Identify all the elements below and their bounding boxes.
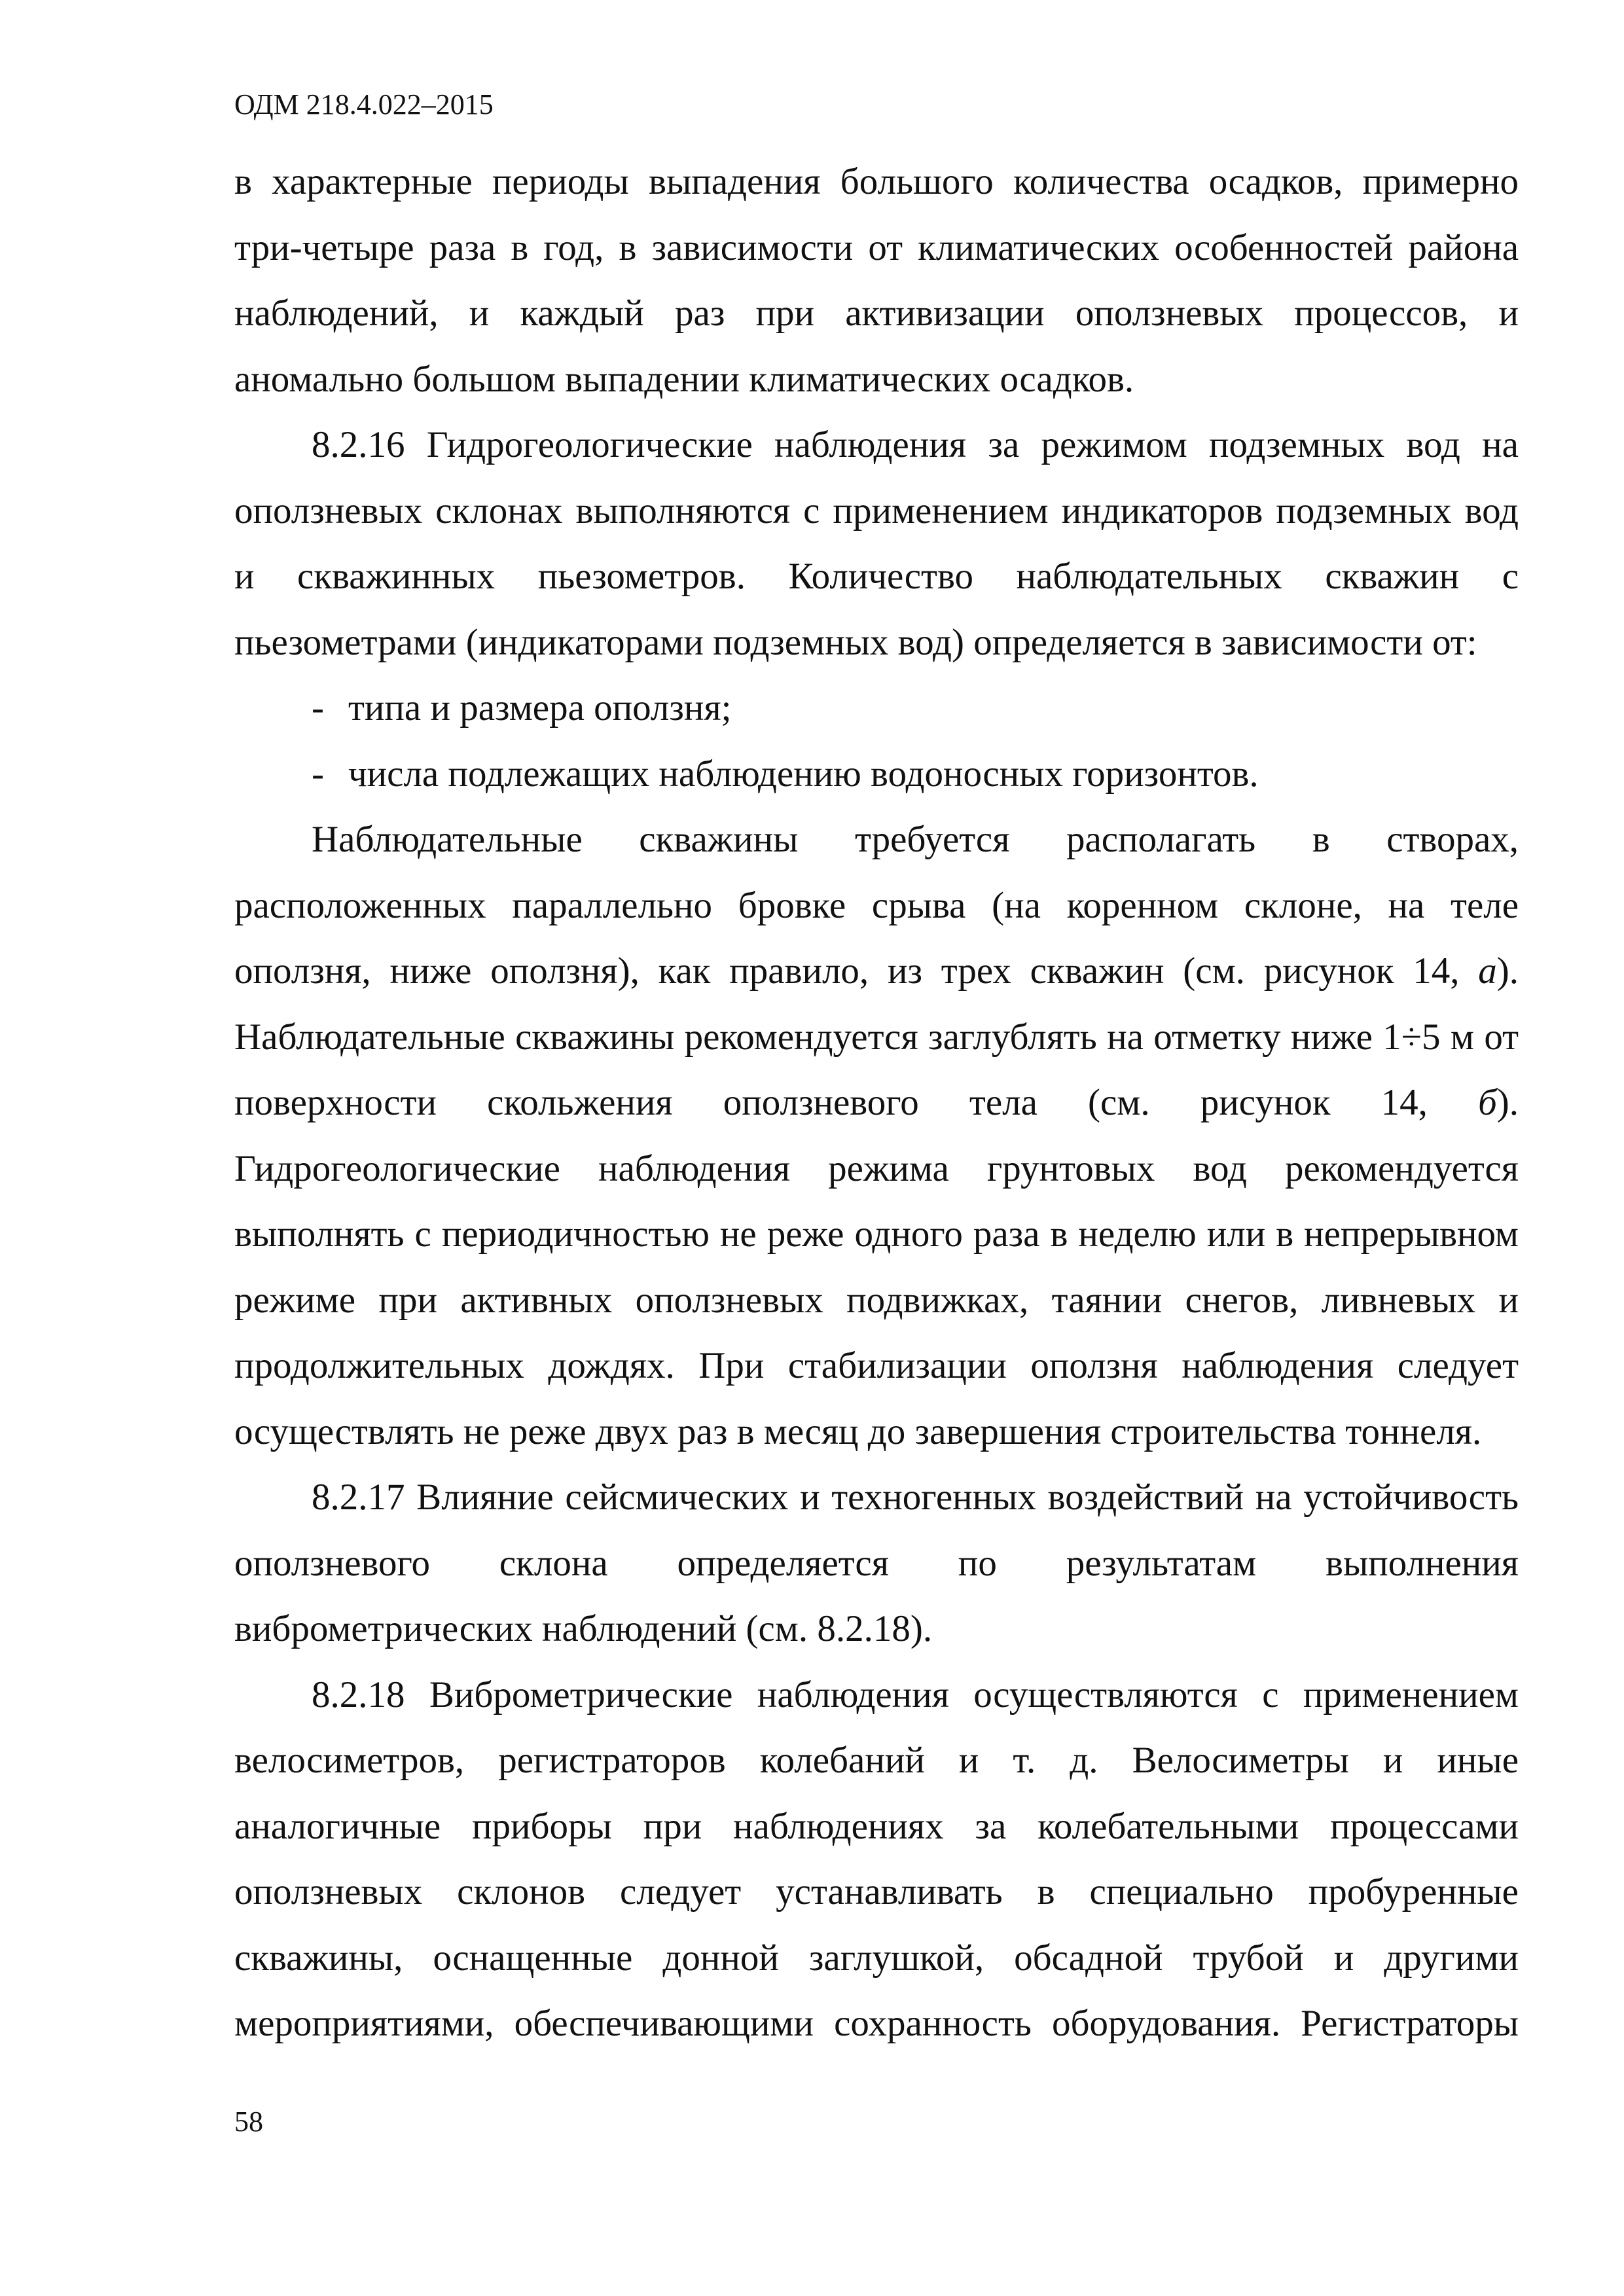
document-code: ОДМ 218.4.022–2015	[234, 88, 494, 120]
document-body	[234, 149, 1519, 2057]
figure-ref-b: б	[1478, 1082, 1497, 1123]
list-marker: -	[312, 687, 324, 728]
list-item	[234, 742, 1519, 808]
paragraph-8-2-18: 8.2.18 Виброметрические наблюдения осуществляются с применением велосиметров, регистраторов колебаний и т. д. Велосиметры и иные аналогичные приборы при наблюдениях за колебательными процессами оползневых склонов следует устанавливать в специально пробуренные скважины, оснащенные донной заглушкой, обсадной трубой и другими мероприятиями, обеспечивающими сохранность оборудования. Регистраторы	[234, 1674, 1519, 2044]
list-item	[234, 675, 1519, 742]
list-item-text: числа подлежащих наблюдению водоносных горизонтов.	[348, 753, 1259, 795]
paragraph-continuation: в характерные периоды выпадения большого количества осадков, примерно три-четыре раза в год, в зависимости от климатических особенностей района наблюдений, и каждый раз при активизации оползневых процессов, и аномально большом выпадении климатических осадков.	[234, 161, 1519, 400]
figure-ref-a: а	[1478, 950, 1497, 992]
page-number: 58	[234, 2106, 263, 2138]
text-run: ). Гидрогеологические наблюдения режима грунтовых вод рекомендуется выполнять с периодичностью не реже одного раза в неделю или в непрерывном режиме при активных оползневых подвижках, таянии снегов, ливневых и продолжительных дождях. При стабилизации оползня наблюдения следует осуществлять не реже двух раз в месяц до завершения строительства тоннеля.	[234, 1082, 1519, 1452]
list-marker: -	[312, 753, 324, 795]
paragraph-8-2-16: 8.2.16 Гидрогеологические наблюдения за режимом подземных вод на оползневых склонах выполняются с применением индикаторов подземных вод и скважинных пьезометров. Количество наблюдательных скважин с пьезометрами (индикаторами подземных вод) определяется в зависимости от:	[234, 424, 1519, 663]
text-run: ). Наблюдательные скважины рекомендуется заглублять на отметку ниже 1÷5 м от поверхности скольжения оползневого тела (см. рисунок 14,	[234, 950, 1519, 1123]
paragraph-8-2-17: 8.2.17 Влияние сейсмических и техногенных воздействий на устойчивость оползневого склона определяется по результатам выполнения виброметрических наблюдений (см. 8.2.18).	[234, 1477, 1519, 1649]
list-item-text: типа и размера оползня;	[348, 687, 732, 728]
paragraph-observation-wells	[234, 807, 1519, 1465]
text-run: Наблюдательные скважины требуется располагать в створах, расположенных параллельно бровке срыва (на коренном склоне, на теле оползня, ниже оползня), как правило, из трех скважин (см. рисунок 14,	[234, 819, 1519, 992]
